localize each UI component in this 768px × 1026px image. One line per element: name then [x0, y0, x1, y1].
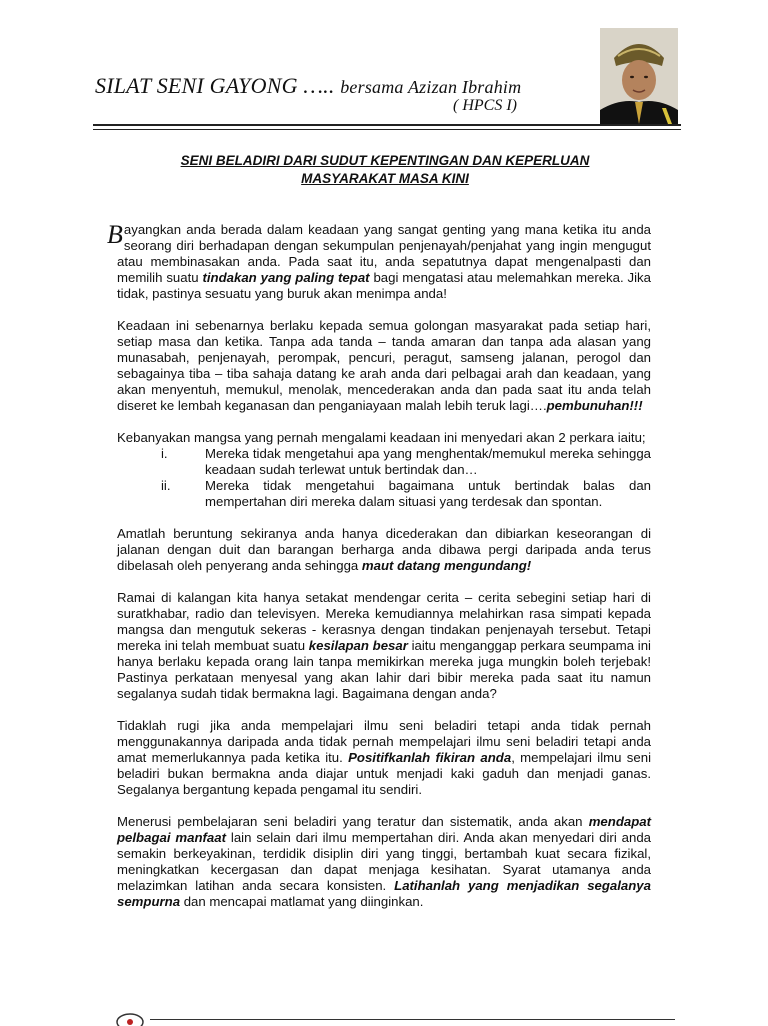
list-item-number: i.	[161, 446, 168, 461]
p7-text-c: lain selain dari ilmu mempertahan diri. Anda akan menyedari diri anda semakin berkeyakinan, terdidik disiplin diri yang tinggi, bertambah kuat secara fizikal, meningkatkan kecergasan dan dapat menjaga kesihatan. Syarat utamanya anda melazimkan latihan anda secara konsisten.	[117, 830, 651, 893]
document-title-line-2: MASYARAKAT MASA KINI	[301, 171, 469, 186]
header-rule-thick	[93, 124, 681, 126]
footer-rule	[150, 1019, 675, 1020]
paragraph-1	[107, 220, 651, 302]
p4-text-a: Amatlah beruntung sekiranya anda hanya dicederakan dan dibiarkan keseorangan di jalanan dengan duit dan barangan berharga anda dibawa pergi daripada anda terus dibelasah oleh penyerang anda sehingga	[117, 526, 651, 573]
author-photo	[600, 28, 678, 124]
p2-emphasis: pembunuhan!!!	[546, 398, 643, 413]
p4-emphasis: maut datang mengundang!	[361, 558, 532, 573]
document-title-line-1: SENI BELADIRI DARI SUDUT KEPENTINGAN DAN KEPERLUAN	[180, 153, 590, 168]
paragraph-3: Kebanyakan mangsa yang pernah mengalami keadaan ini menyedari akan 2 perkara iaitu;	[117, 430, 646, 445]
p5-emphasis: kesilapan besar	[308, 638, 408, 653]
p2-text-a: Keadaan ini sebenarnya berlaku kepada semua golongan masyarakat pada setiap hari, setiap masa dan ketika. Tanpa ada tanda – tanda amaran dan tanpa ada alasan yang munasabah, penjenayah, perompak, pencuri, peragut, samseng jalanan, perogol dan sebagainya tiba – tiba sahaja datang ke arah anda dari pelbagai arah dan keadaan, yang akan menyentuh, memukul, menolak, mencederakan anda dan pada saat itu anda telah diseret ke lembah keganasan dan penganiayaan malah lebih teruk lagi….	[117, 318, 651, 413]
list-item-text: Mereka tidak mengetahui bagaimana untuk bertindak balas dan mempertahan diri mereka dalam situasi yang terdesak dan spontan.	[205, 478, 651, 509]
p5-text-a: Ramai di kalangan kita hanya setakat mendengar cerita – cerita sebegini setiap hari di suratkhabar, radio dan televisyen. Mereka kemudiannya melahirkan rasa simpati kepada mangsa dan mengutuk sekeras - kerasnya dengan tindakan penjenayah tersebut. Tetapi mereka ini telah membuat suatu	[117, 590, 651, 653]
drop-cap: B	[107, 220, 123, 249]
header-rule-thin	[93, 129, 681, 130]
p6-text-a: Tidaklah rugi jika anda mempelajari ilmu seni beladiri tetapi anda tidak pernah menggunakannya daripada anda tidak pernah mempelajari ilmu seni beladiri tetapi anda amat memerlukannya pada ketika itu.	[117, 718, 651, 765]
document-title	[120, 152, 650, 188]
list-item-number: ii.	[161, 478, 171, 493]
header-subtitle: ( HPCS I)	[453, 97, 517, 114]
p7-text-a: Menerusi pembelajaran seni beladiri yang teratur dan sistematik, anda akan	[117, 814, 589, 829]
numbered-list	[117, 446, 651, 510]
p7-emphasis-1: mendapat pelbagai manfaat	[117, 814, 651, 845]
p7-text-e: dan mencapai matlamat yang diinginkan.	[180, 894, 424, 909]
p6-text-c: , mempelajari ilmu seni beladiri bukan bermakna anda diajar untuk menjadi kaki gaduh dan menjadi ganas. Segalanya bergantung kepada pengamal itu sendiri.	[117, 750, 651, 797]
p1-text-a: ayangkan anda berada dalam keadaan yang sangat genting yang mana ketika itu anda seorang diri berhadapan dengan sekumpulan penjenayah/penjahat yang ingin mengugut atau membinasakan anda. Pada saat itu, anda sepatutnya dapat mengenalpasti dan memilih suatu	[117, 222, 651, 285]
header-title	[95, 73, 521, 99]
list-item-text: Mereka tidak mengetahui apa yang menghentak/memukul mereka sehingga keadaan sudah terlewat untuk bertindak dan…	[205, 446, 651, 477]
list-item	[117, 446, 651, 478]
paragraph-4	[117, 526, 651, 574]
p7-emphasis-2: Latihanlah yang menjadikan segalanya sempurna	[117, 878, 651, 909]
paragraph-2	[117, 318, 651, 414]
paragraph-5	[117, 590, 651, 702]
document-body	[107, 220, 651, 926]
p1-text-c: bagi mengatasi atau melemahkan mereka. Jika tidak, pastinya sesuatu yang buruk akan menimpa anda!	[117, 270, 651, 301]
p5-text-c: iaitu menganggap perkara seumpama ini hanya berlaku kepada orang lain tanpa memikirkan mereka juga mungkin boleh terjebak! Pastinya perkataan menyesal yang akan lahir dari bibir mereka pada saat itu namun segalanya sudah tidak bermakna lagi. Bagaimana dengan anda?	[117, 638, 651, 701]
list-item	[117, 478, 651, 510]
paragraph-7	[117, 814, 651, 910]
header-byline: bersama Azizan Ibrahim	[340, 77, 522, 97]
paragraph-6	[117, 718, 651, 798]
p1-emphasis: tindakan yang paling tepat	[202, 270, 370, 285]
header-title-text: SILAT SENI GAYONG …..	[95, 73, 341, 98]
p6-emphasis: Positifkanlah fikiran anda	[348, 750, 512, 765]
